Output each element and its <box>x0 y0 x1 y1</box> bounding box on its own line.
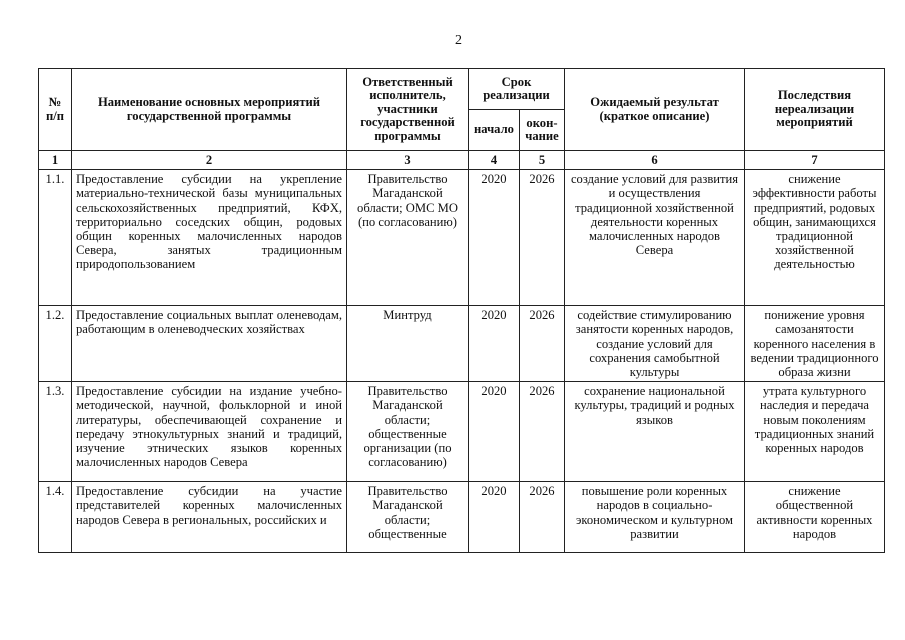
row-number: 1.1. <box>39 170 72 306</box>
responsible-party: Правительство Магаданской области; общественные <box>347 482 469 553</box>
table-row <box>39 306 885 382</box>
expected-result: создание условий для развития и осуществления традиционной хозяйственной деятельности коренных малочисленных народов Севера <box>565 170 745 306</box>
column-number: 2 <box>72 151 347 170</box>
expected-result: сохранение национальной культуры, традиций и родных языков <box>565 382 745 482</box>
consequences: понижение уровня самозанятости коренного населения в ведении традиционного образа жизни <box>745 306 885 382</box>
start-year: 2020 <box>469 170 520 306</box>
expected-result: повышение роли коренных народов в социально-экономическом и культурном развитии <box>565 482 745 553</box>
start-year: 2020 <box>469 306 520 382</box>
consequences: снижение эффективности работы предприятий, родовых общин, занимающихся традиционной хозяйственной деятельностью <box>745 170 885 306</box>
end-year: 2026 <box>520 306 565 382</box>
header-name: Наименование основных мероприятий государственной программы <box>72 69 347 151</box>
column-number: 1 <box>39 151 72 170</box>
program-activities-table <box>38 68 885 553</box>
header-start: начало <box>469 110 520 151</box>
activity-name: Предоставление субсидии на издание учебно-методической, научной, фольклорной и иной литературы, обеспечивающей сохранение и передачу этнокультурных знаний и традиций, изучение этнических языков коренных малочисленных народов Севера <box>72 382 347 482</box>
consequences: снижение общественной активности коренных народов <box>745 482 885 553</box>
column-number: 4 <box>469 151 520 170</box>
end-year: 2026 <box>520 482 565 553</box>
column-number: 6 <box>565 151 745 170</box>
row-number: 1.3. <box>39 382 72 482</box>
activity-name: Предоставление субсидии на укрепление материально-технической базы муниципальных сельскохозяйственных предприятий, КФХ, территориально соседских общин, родовых общин коренных малочисленных народов Севера, занятых традиционным природопользованием <box>72 170 347 306</box>
responsible-party: Минтруд <box>347 306 469 382</box>
header-num: № п/п <box>39 69 72 151</box>
expected-result: содействие стимулированию занятости коренных народов, создание условий для сохранения самобытной культуры <box>565 306 745 382</box>
row-number: 1.2. <box>39 306 72 382</box>
table-row <box>39 482 885 553</box>
responsible-party: Правительство Магаданской области; ОМС МО (по согласованию) <box>347 170 469 306</box>
end-year: 2026 <box>520 382 565 482</box>
header-result: Ожидаемый результат (краткое описание) <box>565 69 745 151</box>
header-end: окон-чание <box>520 110 565 151</box>
activity-name: Предоставление социальных выплат оленеводам, работающим в оленеводческих хозяйствах <box>72 306 347 382</box>
header-period: Срок реализации <box>469 69 565 110</box>
table-row <box>39 382 885 482</box>
responsible-party: Правительство Магаданской области; общественные организации (по согласованию) <box>347 382 469 482</box>
column-numbers-row <box>39 151 885 170</box>
activity-name: Предоставление субсидии на участие представителей коренных малочисленных народов Севера в региональных, российских и <box>72 482 347 553</box>
header-consequences: Последствия нереализации мероприятий <box>745 69 885 151</box>
page-number: 2 <box>455 33 462 48</box>
header-responsible: Ответственный исполнитель, участники государственной программы <box>347 69 469 151</box>
column-number: 5 <box>520 151 565 170</box>
table-row <box>39 170 885 306</box>
end-year: 2026 <box>520 170 565 306</box>
row-number: 1.4. <box>39 482 72 553</box>
column-number: 3 <box>347 151 469 170</box>
column-number: 7 <box>745 151 885 170</box>
start-year: 2020 <box>469 382 520 482</box>
start-year: 2020 <box>469 482 520 553</box>
consequences: утрата культурного наследия и передача новым поколениям традиционных знаний коренных народов <box>745 382 885 482</box>
